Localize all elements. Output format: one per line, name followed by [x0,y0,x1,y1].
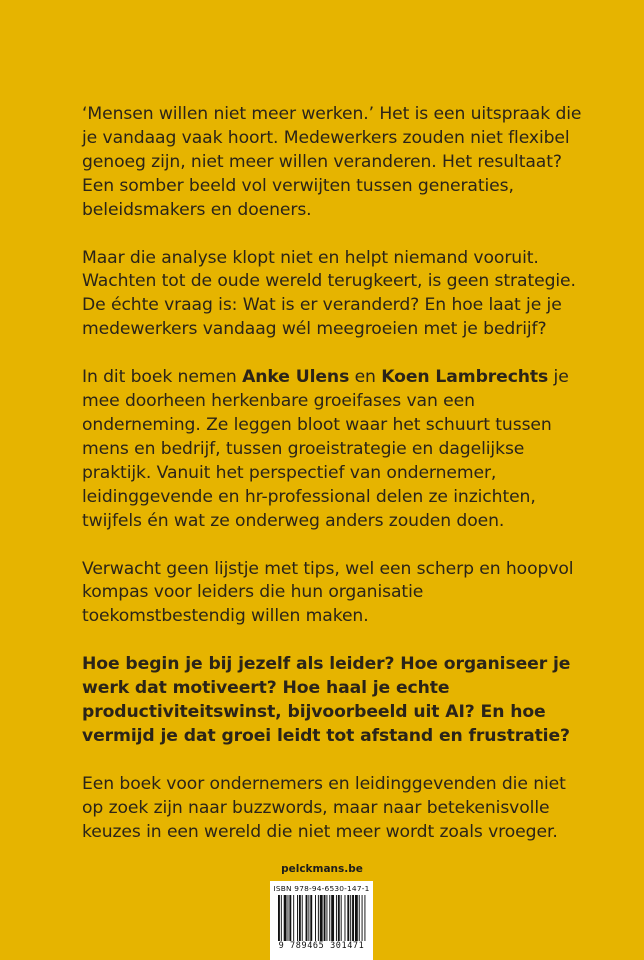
author-name-1: Anke Ulens [242,367,350,388]
barcode-bar [331,895,334,941]
barcode-bar [293,895,294,941]
blurb-paragraph-3-intro: In dit boek nemen [82,367,243,388]
barcode-bar [324,895,326,941]
barcode-bars [270,895,373,941]
barcode-bar [326,895,327,941]
barcode-bar [308,895,309,941]
blurb-questions: Hoe begin je bij jezelf als leider? Hoe organiseer je werk dat motiveert? Hoe haal je echte productiviteitswinst, bijvoorbeeld uit AI? En hoe vermijd je dat groei leidt tot afstand en frustratie? [82,654,571,746]
blurb-paragraph-3-and: en [349,367,382,388]
barcode-bar [364,895,365,941]
blurb-paragraph-2: Maar die analyse klopt niet en helpt niemand vooruit. Wachten tot de oude wereld terugkeert, is geen strategie. De échte vraag is: Wat is er veranderd? En hoe laat je je medewerkers vandaag wél meegroeien met je bedrijf? [82,247,576,340]
publisher-url: pelckmans.be [281,863,363,875]
author-name-2: Koen Lambrechts [381,367,549,388]
barcode-bar [299,895,301,941]
barcode-bar [338,895,340,941]
barcode-bar [350,895,351,941]
barcode-bar [355,895,358,941]
barcode-bar [278,895,280,941]
barcode-bar [306,895,308,941]
barcode-bar [347,895,349,941]
barcode-bar [320,895,323,941]
barcode-bar [302,895,303,941]
barcode-bar [289,895,291,941]
blurb-paragraph-1: ‘Mensen willen niet meer werken.’ Het is een uitspraak die je vandaag vaak hoort. Medewerkers zouden niet flexibel genoeg zijn, niet meer willen veranderen. Het resultaat? Een somber beeld vol verwijten tussen generaties, beleidsmakers en doeners. [82,104,582,220]
barcode-bar [329,895,330,941]
barcode-bar [336,895,337,941]
barcode-bar [318,895,319,941]
blurb-paragraph-6: Een boek voor ondernemers en leidinggevenden die niet op zoek zijn naar buzzwords, maar naar betekenisvolle keuzes in een wereld die niet meer wordt zoals vroeger. [82,773,566,842]
blurb-text [82,103,582,869]
barcode-bar [345,895,346,941]
isbn-label: ISBN 978-94-6530-147-1 [273,884,370,893]
blurb-paragraph-4: Verwacht geen lijstje met tips, wel een scherp en hoopvol kompas voor leiders die hun organisatie toekomstbestendig willen maken. [82,558,574,627]
barcode-bar [288,895,289,941]
barcode-bar [362,895,363,941]
blurb-paragraph-3-rest: je mee doorheen herkenbare groeifases van een onderneming. Ze leggen bloot waar het schuurt tussen mens en bedrijf, tussen groeistrategie en dagelijkse praktijk. Vanuit het perspectief van ondernemer, leidinggevende en hr-professional delen ze inzichten, twijfels én wat ze onderweg anders zouden doen. [82,367,569,531]
barcode-bar [341,895,342,941]
barcode-bar [297,895,298,941]
blurb-paragraph-3 [82,366,582,533]
barcode-bar [281,895,282,941]
isbn-barcode [270,881,373,960]
barcode-bar [359,895,360,941]
barcode-bar [284,895,287,941]
barcode-bar [352,895,354,941]
barcode-digits: 9 789465 301471 [278,941,365,951]
barcode-bar [310,895,312,941]
barcode-bar [315,895,316,941]
